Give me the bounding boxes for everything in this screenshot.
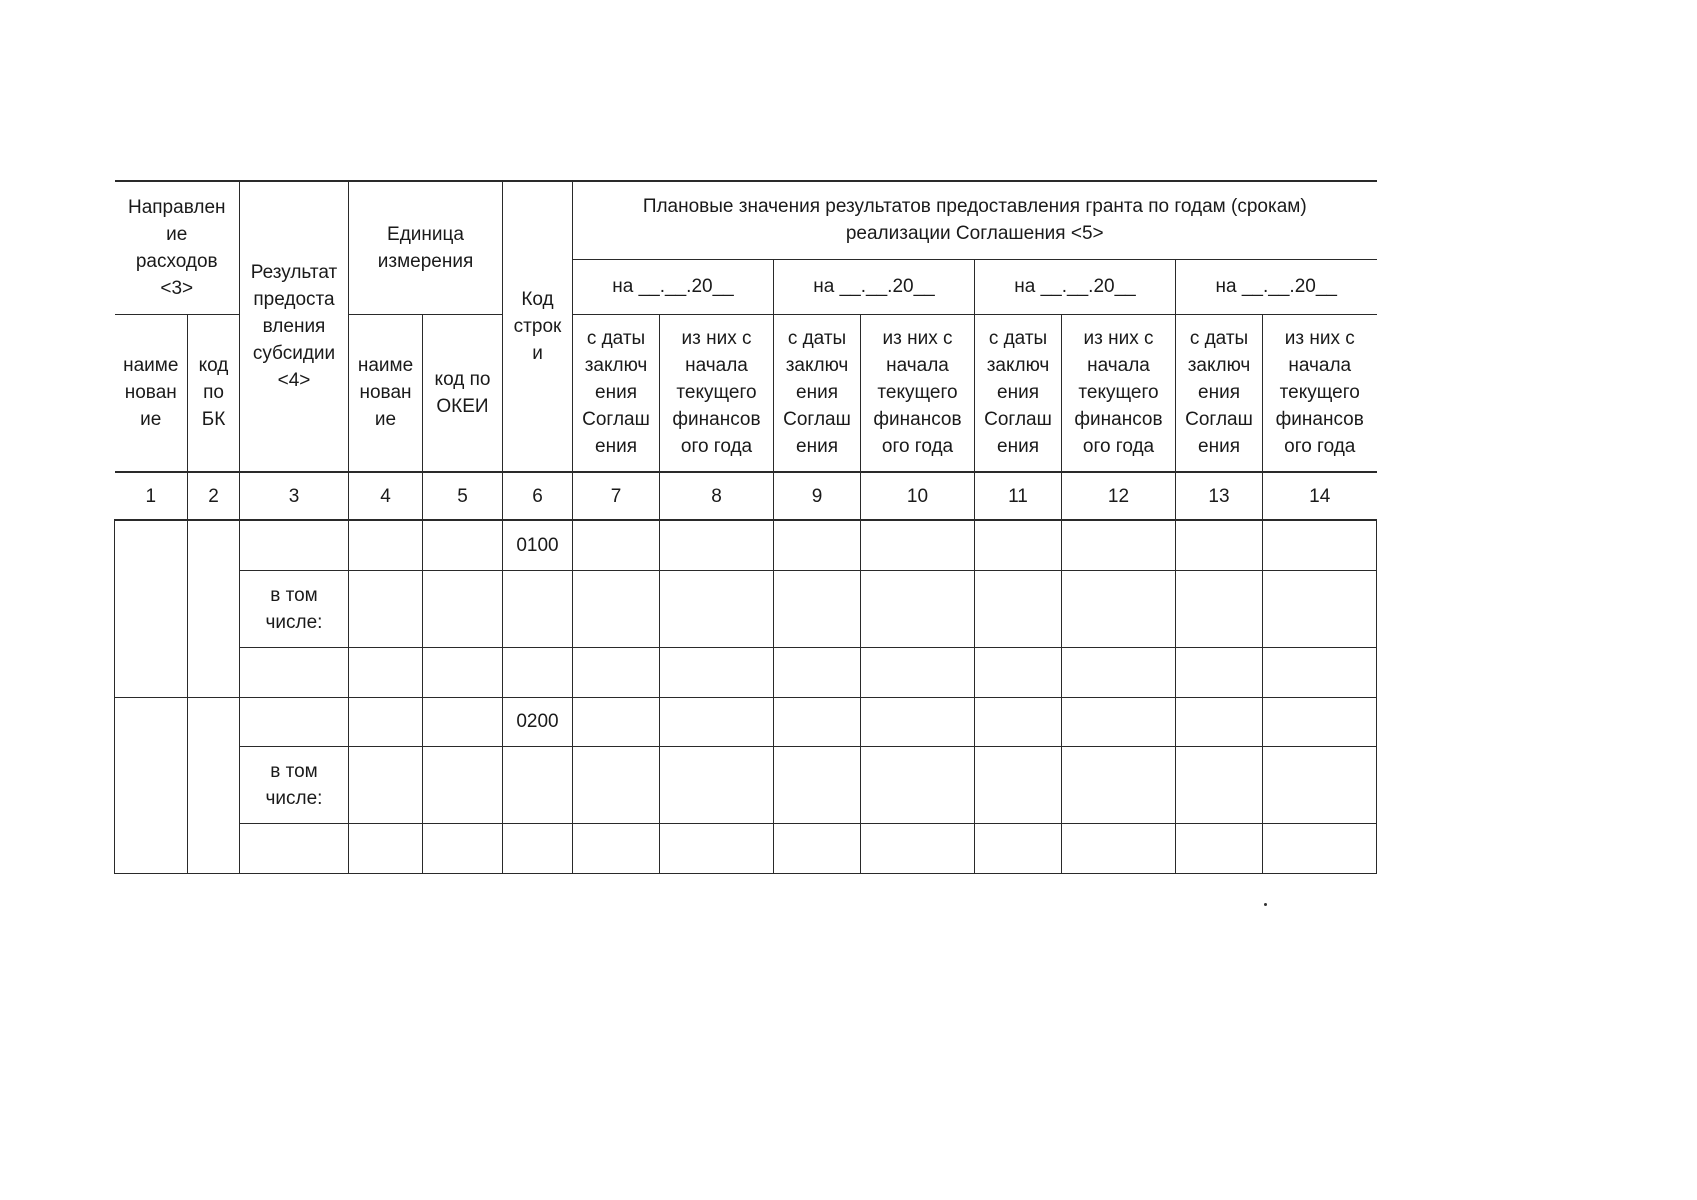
cell-value[interactable]: [975, 570, 1062, 647]
column-number: 4: [349, 472, 423, 520]
column-number: 8: [660, 472, 774, 520]
cell-value[interactable]: [1062, 746, 1176, 823]
cell-okei-code[interactable]: [423, 647, 503, 697]
column-number: 7: [573, 472, 660, 520]
column-number: 5: [423, 472, 503, 520]
cell-unit-name[interactable]: [349, 697, 423, 746]
header-direction: Направлен ие расходов <3>: [115, 181, 240, 314]
cell-value[interactable]: [774, 520, 861, 570]
cell-value[interactable]: [861, 823, 975, 873]
subheader-unit-name: наиме нован ие: [349, 314, 423, 472]
cell-value[interactable]: [1263, 823, 1377, 873]
cell-value[interactable]: [660, 570, 774, 647]
including-label: в том числе:: [240, 746, 349, 823]
cell-okei-code[interactable]: [423, 746, 503, 823]
cell-result[interactable]: [240, 823, 349, 873]
column-number: 1: [115, 472, 188, 520]
cell-unit-name[interactable]: [349, 746, 423, 823]
cell-value[interactable]: [1263, 697, 1377, 746]
cell-value[interactable]: [1062, 520, 1176, 570]
cell-value[interactable]: [1062, 823, 1176, 873]
cell-value[interactable]: [774, 823, 861, 873]
cell-row-code[interactable]: [503, 570, 573, 647]
row-code: 0200: [503, 697, 573, 746]
cell-bk-code[interactable]: [188, 697, 240, 873]
cell-unit-name[interactable]: [349, 570, 423, 647]
cell-result[interactable]: [240, 520, 349, 570]
cell-value[interactable]: [573, 697, 660, 746]
cell-okei-code[interactable]: [423, 697, 503, 746]
column-number: 14: [1263, 472, 1377, 520]
cell-value[interactable]: [861, 570, 975, 647]
subheader-from-year-1: из них с начала текущего финансов ого года: [660, 314, 774, 472]
cell-value[interactable]: [1263, 746, 1377, 823]
cell-value[interactable]: [660, 520, 774, 570]
cell-value[interactable]: [1176, 746, 1263, 823]
header-row-code: Код строк и: [503, 181, 573, 472]
cell-value[interactable]: [660, 746, 774, 823]
cell-value[interactable]: [975, 823, 1062, 873]
header-unit: Единица измерения: [349, 181, 503, 314]
cell-result[interactable]: [240, 647, 349, 697]
cell-value[interactable]: [975, 647, 1062, 697]
column-number: 2: [188, 472, 240, 520]
cell-value[interactable]: [975, 697, 1062, 746]
stray-dot: [1264, 903, 1267, 906]
cell-value[interactable]: [573, 746, 660, 823]
cell-value[interactable]: [1062, 647, 1176, 697]
subheader-name: наиме нован ие: [115, 314, 188, 472]
cell-value[interactable]: [1176, 520, 1263, 570]
cell-direction-name[interactable]: [115, 520, 188, 697]
cell-row-code[interactable]: [503, 823, 573, 873]
subheader-from-date-4: с даты заключ ения Соглаш ения: [1176, 314, 1263, 472]
subheader-from-year-4: из них с начала текущего финансов ого года: [1263, 314, 1377, 472]
cell-result[interactable]: [240, 697, 349, 746]
cell-value[interactable]: [1176, 823, 1263, 873]
cell-row-code[interactable]: [503, 746, 573, 823]
cell-value[interactable]: [573, 570, 660, 647]
header-result: Результат предоста вления субсидии <4>: [240, 181, 349, 472]
period-2: на __.__.20__: [774, 259, 975, 314]
including-label: в том числе:: [240, 570, 349, 647]
cell-row-code[interactable]: [503, 647, 573, 697]
cell-bk-code[interactable]: [188, 520, 240, 697]
cell-value[interactable]: [861, 697, 975, 746]
cell-value[interactable]: [1062, 697, 1176, 746]
cell-value[interactable]: [1176, 647, 1263, 697]
header-planned-values: Плановые значения результатов предоставления гранта по годам (срокам) реализации Соглашения <5>: [573, 181, 1377, 259]
period-4: на __.__.20__: [1176, 259, 1377, 314]
column-number: 10: [861, 472, 975, 520]
cell-value[interactable]: [975, 520, 1062, 570]
column-number: 13: [1176, 472, 1263, 520]
row-code: 0100: [503, 520, 573, 570]
cell-unit-name[interactable]: [349, 520, 423, 570]
subheader-from-year-2: из них с начала текущего финансов ого года: [861, 314, 975, 472]
cell-value[interactable]: [861, 647, 975, 697]
cell-unit-name[interactable]: [349, 647, 423, 697]
column-number: 3: [240, 472, 349, 520]
cell-value[interactable]: [1176, 697, 1263, 746]
cell-value[interactable]: [573, 823, 660, 873]
cell-value[interactable]: [660, 697, 774, 746]
cell-okei-code[interactable]: [423, 520, 503, 570]
cell-value[interactable]: [1062, 570, 1176, 647]
subheader-bk-code: код по БК: [188, 314, 240, 472]
cell-value[interactable]: [861, 520, 975, 570]
cell-value[interactable]: [573, 647, 660, 697]
cell-value[interactable]: [1263, 520, 1377, 570]
cell-value[interactable]: [660, 647, 774, 697]
cell-value[interactable]: [660, 823, 774, 873]
subheader-from-date-1: с даты заключ ения Соглаш ения: [573, 314, 660, 472]
column-number: 11: [975, 472, 1062, 520]
period-1: на __.__.20__: [573, 259, 774, 314]
period-3: на __.__.20__: [975, 259, 1176, 314]
cell-value[interactable]: [1263, 570, 1377, 647]
subheader-from-date-3: с даты заключ ения Соглаш ения: [975, 314, 1062, 472]
cell-value[interactable]: [975, 746, 1062, 823]
results-table: [114, 180, 1377, 874]
cell-value[interactable]: [774, 697, 861, 746]
cell-unit-name[interactable]: [349, 823, 423, 873]
budget-form: [114, 180, 1377, 874]
subheader-from-year-3: из них с начала текущего финансов ого года: [1062, 314, 1176, 472]
subheader-okei-code: код по ОКЕИ: [423, 314, 503, 472]
subheader-from-date-2: с даты заключ ения Соглаш ения: [774, 314, 861, 472]
cell-direction-name[interactable]: [115, 697, 188, 873]
cell-value[interactable]: [774, 647, 861, 697]
column-number: 9: [774, 472, 861, 520]
cell-value[interactable]: [861, 746, 975, 823]
column-number: 12: [1062, 472, 1176, 520]
cell-value[interactable]: [774, 746, 861, 823]
cell-value[interactable]: [1263, 647, 1377, 697]
cell-value[interactable]: [1176, 570, 1263, 647]
cell-okei-code[interactable]: [423, 823, 503, 873]
cell-value[interactable]: [573, 520, 660, 570]
cell-value[interactable]: [774, 570, 861, 647]
cell-okei-code[interactable]: [423, 570, 503, 647]
column-number: 6: [503, 472, 573, 520]
